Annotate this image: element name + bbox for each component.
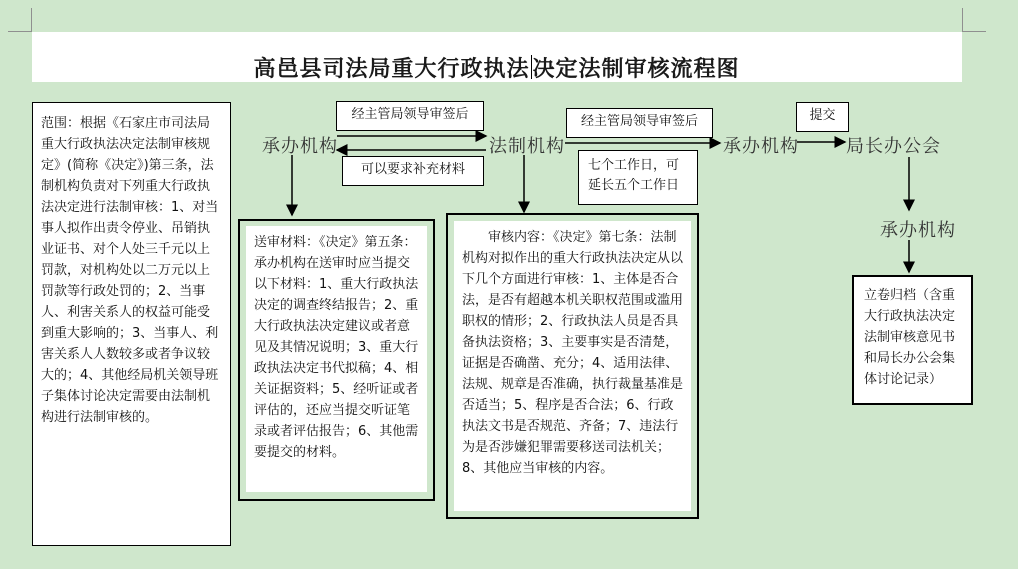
title-part-2: 决定法制审核流程图 bbox=[532, 57, 740, 82]
label-jingzhuguan-1: 经主管局领导审签后 bbox=[336, 101, 484, 131]
node-fazhi: 法制机构 bbox=[489, 136, 565, 157]
box-shenhe-frame bbox=[446, 213, 699, 519]
box-songshen: 送审材料：《决定》第五条：承办机构在送审时应当提交以下材料：1、重大行政执法决定的调查终结报告；2、重大行政执法决定建议或者意见及其情况说明；3、重大行政执法决定书代拟稿；4、相关证据资料；5、经听证或者评估的，还应当提交听证笔录或者评估报告；6、其他需要提交的材料。 bbox=[246, 226, 427, 492]
title-part-1: 高邑县司法局重大行政执法 bbox=[253, 57, 530, 82]
box-shenhe: 审核内容：《决定》第七条：法制机构对拟作出的重大行政执法决定从以下几个方面进行审核：1、主体是否合法，是否有超越本机关职权范围或滥用职权的情形；2、行政执法人员是否具备执法资格；3、主要事实是否清楚，证据是否确凿、充分；4、适用法律、法规、规章是否准确，执行裁量基准是否适当；5、程序是否合法；6、行政执法文书是否规范、齐备；7、违法行为是否涉嫌犯罪需要移送司法机关；8、其他应当审核的内容。 bbox=[454, 221, 691, 511]
node-juzhang: 局长办公会 bbox=[846, 136, 941, 157]
label-jingzhuguan-2: 经主管局领导审签后 bbox=[566, 108, 713, 138]
node-chengban-2: 承办机构 bbox=[723, 136, 799, 157]
node-chengban-1: 承办机构 bbox=[262, 136, 338, 157]
label-buchong: 可以要求补充材料 bbox=[342, 156, 484, 186]
label-gongzuori: 七个工作日，可延长五个工作日 bbox=[578, 150, 698, 205]
label-tijiao: 提交 bbox=[796, 102, 849, 132]
box-lijuan: 立卷归档（含重大行政执法决定法制审核意见书和局长办公会集体讨论记录） bbox=[852, 275, 973, 405]
node-chengban-3: 承办机构 bbox=[880, 220, 956, 241]
box-songshen-frame bbox=[238, 219, 435, 501]
box-fanwei: 范围：根据《石家庄市司法局重大行政执法决定法制审核规定》(简称《决定》)第三条，法制机构负责对下列重大行政执法决定进行法制审核：1、对当事人拟作出责令停业、吊销执业证书、对个人处三千元以上罚款，对机构处以二万元以上罚款等行政处罚的；2、当事人、利害关系人的权益可能受到重大影响的；3、当事人、利害关系人人数较多或者争议较大的；4、其他经局机关领导班子集体讨论决定需要由法制机构进行法制审核的。 bbox=[32, 102, 231, 546]
